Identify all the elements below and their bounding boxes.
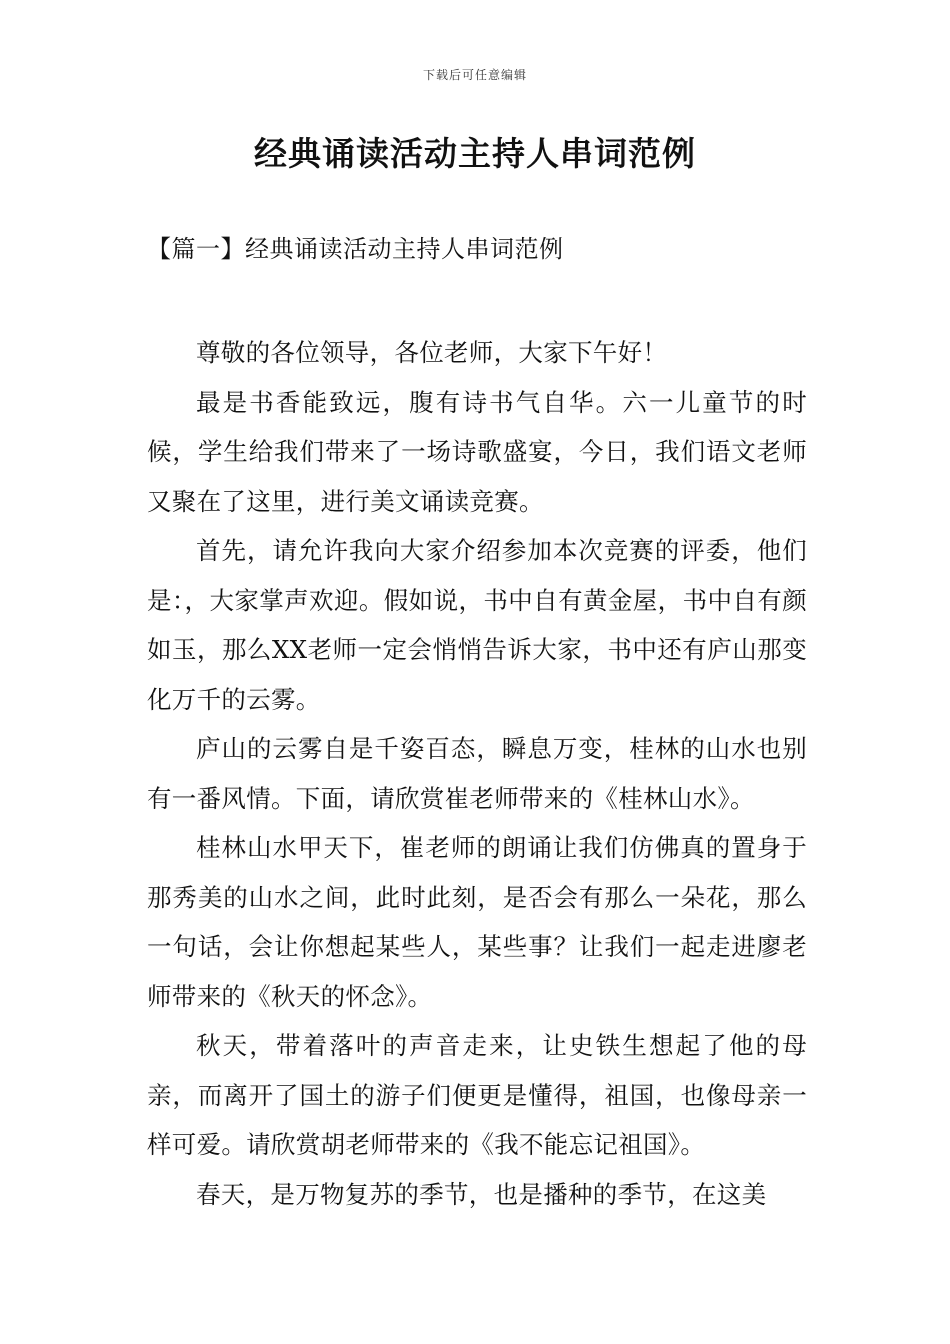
paragraph: 首先，请允许我向大家介绍参加本次竞赛的评委，他们是：，大家掌声欢迎。假如说，书中自有黄金屋，书中自有颜如玉，那么XX老师一定会悄悄告诉大家，书中还有庐山那变化万千的云雾。: [147, 536, 807, 714]
paragraph: 春天，是万物复苏的季节，也是播种的季节，在这美: [196, 1179, 767, 1209]
paragraph: 庐山的云雾自是千姿百态，瞬息万变，桂林的山水也别有一番风情。下面，请欣赏崔老师带来的《桂林山水》。: [147, 734, 807, 813]
paragraph: 尊敬的各位领导，各位老师，大家下午好！: [196, 338, 668, 367]
paragraph: 桂林山水甲天下，崔老师的朗诵让我们仿佛真的置身于那秀美的山水之间，此时此刻，是否会有那么一朵花，那么一句话，会让你想起某些人，某些事？让我们一起走进廖老师带来的《秋天的怀念》。: [147, 833, 807, 1011]
body-text: [147, 328, 807, 1219]
section-heading: 【篇一】经典诵读活动主持人串词范例: [147, 235, 564, 263]
header-note: 下载后可任意编辑: [422, 68, 527, 82]
document-title: 经典诵读活动主持人串词范例: [254, 134, 696, 173]
paragraph: 秋天，带着落叶的声音走来，让史铁生想起了他的母亲，而离开了国土的游子们便更是懂得，祖国，也像母亲一样可爱。请欣赏胡老师带来的《我不能忘记祖国》。: [147, 1031, 807, 1159]
paragraph: 最是书香能致远，腹有诗书气自华。六一儿童节的时候，学生给我们带来了一场诗歌盛宴，今日，我们语文老师又聚在了这里，进行美文诵读竞赛。: [147, 387, 807, 516]
